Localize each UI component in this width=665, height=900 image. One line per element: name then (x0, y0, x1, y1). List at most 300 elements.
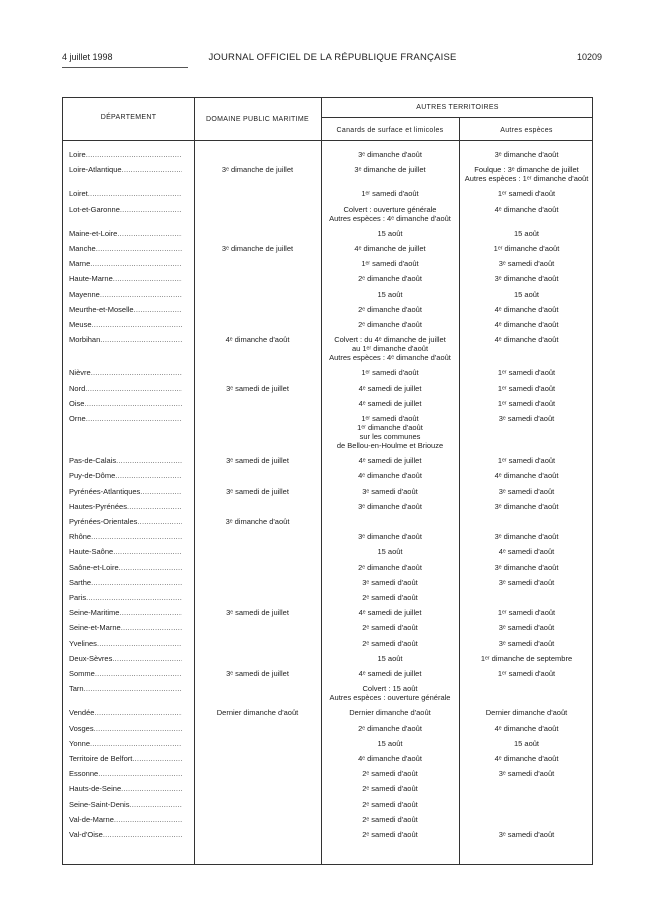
departement-cell (69, 414, 182, 423)
header-canards: Canards de surface et limicoles (336, 127, 444, 134)
autres-especes-cell (459, 532, 594, 541)
departement-cell (69, 608, 182, 617)
cell-text: 4ᵉ samedi de juillet (358, 398, 422, 408)
autres-especes-cell (459, 639, 594, 648)
cell-text: 3ᵉ dimanche d'août (225, 517, 290, 526)
departement-name: Vendée (69, 708, 95, 718)
departement-name: Puy-de-Dôme (69, 471, 116, 481)
dot-leader (90, 739, 182, 748)
autres-especes-cell (459, 608, 594, 617)
cell-text: 3ᵉ samedi d'août (498, 414, 555, 423)
departement-name: Maine-et-Loire (69, 228, 118, 238)
departement-name: Val-de-Marne (69, 814, 114, 824)
autres-especes-cell (459, 563, 594, 572)
departement-name: Marne (69, 259, 91, 269)
autres-especes-cell (459, 471, 594, 480)
cell-text: 15 août (513, 738, 540, 748)
cell-text: 4ᵉ dimanche d'août (494, 754, 559, 763)
cell-text: 3ᵉ samedi d'août (498, 769, 555, 779)
cell-text: 3ᵉ dimanche de juillet (354, 165, 426, 175)
canards-cell (321, 320, 459, 329)
autres-especes-cell (459, 305, 594, 314)
autres-especes-cell (459, 623, 594, 632)
departement-cell (69, 669, 182, 678)
cell-text: 3ᵉ dimanche d'août (494, 532, 559, 542)
dot-leader (86, 150, 182, 159)
cell-text: 1ᵉʳ dimanche de septembre (480, 653, 573, 663)
domaine-public-cell (194, 608, 321, 617)
departement-name: Pas-de-Calais (69, 456, 117, 466)
departement-name: Essonne (69, 769, 99, 779)
departement-cell (69, 384, 182, 393)
departement-cell (69, 229, 182, 238)
autres-especes-cell (459, 165, 594, 183)
cell-text: 1ᵉʳ samedi d'août (361, 259, 419, 269)
autres-especes-cell (459, 150, 594, 159)
departement-name: Seine-et-Marne (69, 623, 121, 633)
cell-text: 1ᵉʳ samedi d'août (497, 383, 556, 393)
departement-name: Territoire de Belfort (69, 754, 133, 763)
departement-cell (69, 547, 182, 556)
autres-especes-cell (459, 229, 594, 238)
departement-name: Yonne (69, 738, 90, 748)
departement-cell (69, 502, 182, 511)
canards-cell (321, 532, 459, 541)
departement-name: Deux-Sèvres (69, 653, 113, 663)
cell-text: 2ᵉ samedi d'août (362, 814, 418, 824)
departement-cell (69, 769, 182, 778)
page-number: 10209 (576, 52, 602, 62)
departement-name: Pyrénées-Atlantiques (69, 486, 141, 496)
dot-leader (94, 724, 182, 733)
departement-cell (69, 654, 182, 663)
departement-name: Somme (69, 669, 95, 678)
header-divider (63, 140, 592, 141)
cell-text: 3ᵉ samedi d'août (362, 577, 418, 587)
cell-text: 4ᵉ samedi de juillet (358, 383, 422, 393)
cell-text: 1ᵉʳ samedi d'août (497, 368, 556, 378)
departement-cell (69, 754, 182, 763)
cell-text: 3ᵉ samedi de juillet (226, 383, 289, 393)
departement-cell (69, 784, 182, 793)
departement-name: Morbihan (69, 335, 101, 345)
departement-name: Lot-et-Garonne (69, 204, 120, 214)
autres-especes-cell (459, 244, 594, 253)
cell-text: 2ᵉ samedi d'août (362, 784, 418, 794)
dot-leader (112, 654, 182, 663)
dot-leader (103, 830, 182, 839)
departement-cell (69, 815, 182, 824)
canards-cell (321, 669, 459, 678)
canards-cell (321, 399, 459, 408)
autres-especes-cell (459, 669, 594, 678)
dot-leader (122, 165, 182, 174)
autres-especes-cell (459, 259, 594, 268)
cell-text: 3ᵉ dimanche d'août (358, 532, 422, 542)
departement-cell (69, 456, 182, 465)
departement-name: Mayenne (69, 289, 100, 299)
dot-leader (84, 399, 182, 408)
cell-text: 1ᵉʳ dimanche d'août (357, 423, 423, 432)
cell-text: 15 août (513, 228, 540, 238)
autres-especes-cell (459, 189, 594, 198)
departement-name: Orne (69, 414, 86, 423)
header-rule (62, 67, 188, 68)
departement-cell (69, 578, 182, 587)
cell-text: 2ᵉ samedi d'août (362, 638, 418, 648)
autres-especes-cell (459, 724, 594, 733)
autres-especes-cell (459, 578, 594, 587)
cell-text: 15 août (377, 547, 403, 557)
canards-cell (321, 754, 459, 763)
departement-cell (69, 471, 182, 480)
departement-name: Seine-Maritime (69, 608, 120, 618)
departement-cell (69, 593, 182, 602)
cell-text: 2ᵉ samedi d'août (362, 769, 418, 779)
departement-cell (69, 259, 182, 268)
departement-cell (69, 189, 182, 198)
canards-cell (321, 305, 459, 314)
cell-text: 3ᵉ samedi de juillet (226, 456, 289, 466)
header-domaine-public-maritime: DOMAINE PUBLIC MARITIME (206, 116, 309, 123)
dot-leader (92, 320, 182, 329)
cell-text: 15 août (377, 653, 403, 663)
cell-text: Colvert : 15 août (362, 684, 418, 694)
cell-text: 4ᵉ dimanche d'août (494, 304, 559, 314)
dot-leader (100, 290, 182, 299)
domaine-public-cell (194, 456, 321, 465)
canards-cell (321, 259, 459, 268)
departement-cell (69, 150, 182, 159)
departement-name: Loiret (69, 189, 88, 199)
dot-leader (114, 815, 182, 824)
cell-text: 4ᵉ dimanche de juillet (354, 244, 426, 253)
autres-especes-cell (459, 830, 594, 839)
dot-leader (90, 259, 182, 268)
canards-cell (321, 639, 459, 648)
cell-text: Autres espèces : 1ᵉʳ dimanche d'août (464, 174, 589, 184)
dot-leader (121, 623, 182, 632)
dot-leader (117, 229, 182, 238)
departement-name: Haute-Saône (69, 547, 114, 557)
cell-text: 3ᵉ dimanche de juillet (221, 165, 294, 175)
departement-cell (69, 800, 182, 809)
autres-especes-cell (459, 320, 594, 329)
dot-leader (116, 456, 182, 465)
canards-cell (321, 578, 459, 587)
departement-name: Yvelines (69, 638, 97, 648)
autres-especes-cell (459, 368, 594, 377)
cell-text: Autres espèces : ouverture générale (329, 693, 451, 703)
dot-leader (98, 769, 182, 778)
dot-leader (84, 684, 182, 693)
cell-text: 4ᵉ samedi de juillet (358, 608, 422, 618)
dot-leader (97, 639, 182, 648)
cell-text: 3ᵉ samedi de juillet (226, 669, 289, 678)
autres-especes-cell (459, 274, 594, 283)
domaine-public-cell (194, 165, 321, 174)
canards-cell (321, 623, 459, 632)
cell-text: 2ᵉ samedi d'août (362, 593, 418, 602)
cell-text: 3ᵉ samedi d'août (498, 577, 555, 587)
cell-text: 2ᵉ dimanche d'août (358, 723, 422, 733)
departement-name: Hauts-de-Seine (69, 784, 122, 794)
autres-especes-cell (459, 290, 594, 299)
dot-leader (119, 563, 182, 572)
canards-cell (321, 384, 459, 393)
cell-text: 4ᵉ dimanche d'août (358, 754, 422, 763)
departement-cell (69, 739, 182, 748)
dot-leader (96, 244, 182, 253)
cell-text: 3ᵉ dimanche d'août (494, 501, 559, 511)
cell-text: Autres espèces : 4ᵉ dimanche d'août (329, 213, 451, 223)
dot-leader (86, 593, 182, 602)
canards-cell (321, 708, 459, 717)
departement-name: Manche (69, 244, 96, 253)
departement-cell (69, 532, 182, 541)
departement-name: Hautes-Pyrénées (69, 501, 127, 511)
departement-name: Meuse (69, 320, 92, 329)
departement-name: Oise (69, 398, 85, 408)
departement-cell (69, 563, 182, 572)
canards-cell (321, 414, 459, 450)
cell-text: 3ᵉ samedi d'août (498, 623, 555, 633)
autres-especes-cell (459, 502, 594, 511)
canards-cell (321, 547, 459, 556)
departement-cell (69, 830, 182, 839)
departement-name: Vosges (69, 723, 94, 733)
canards-cell (321, 830, 459, 839)
cell-text: 3ᵉ dimanche d'août (494, 150, 559, 159)
cell-text: 1ᵉʳ samedi d'août (497, 456, 556, 466)
cell-text: 2ᵉ dimanche d'août (358, 320, 422, 329)
domaine-public-cell (194, 384, 321, 393)
cell-text: 3ᵉ dimanche d'août (358, 150, 422, 159)
departement-cell (69, 708, 182, 717)
opening-dates-table (62, 97, 593, 865)
dot-leader (121, 784, 182, 793)
cell-text: 3ᵉ samedi d'août (498, 830, 555, 839)
cell-text: 15 août (377, 228, 403, 238)
cell-text: 1ᵉʳ samedi d'août (497, 189, 556, 199)
canards-cell (321, 800, 459, 809)
departement-cell (69, 320, 182, 329)
header-departement: DÉPARTEMENT (100, 114, 157, 121)
departement-name: Sarthe (69, 577, 92, 587)
domaine-public-cell (194, 708, 321, 717)
dot-leader (134, 305, 182, 314)
departement-name: Val-d'Oise (69, 830, 103, 839)
domaine-public-cell (194, 669, 321, 678)
departement-cell (69, 244, 182, 253)
canards-cell (321, 290, 459, 299)
canards-cell (321, 815, 459, 824)
canards-cell (321, 769, 459, 778)
canards-cell (321, 368, 459, 377)
cell-text: 4ᵉ dimanche d'août (225, 335, 290, 345)
canards-cell (321, 784, 459, 793)
dot-leader (91, 532, 182, 541)
dot-leader (137, 517, 182, 526)
cell-text: sur les communes (359, 432, 421, 441)
canards-cell (321, 684, 459, 702)
canards-cell (321, 205, 459, 223)
canards-cell (321, 608, 459, 617)
header-date: 4 juillet 1998 (62, 52, 113, 62)
autres-especes-cell (459, 739, 594, 748)
canards-cell (321, 593, 459, 602)
dot-leader (95, 669, 182, 678)
cell-text: Colvert : du 4ᵉ dimanche de juillet (334, 335, 446, 345)
cell-text: 3ᵉ dimanche de juillet (221, 244, 294, 253)
departement-name: Meurthe-et-Moselle (69, 304, 134, 314)
cell-text: 15 août (377, 289, 403, 299)
cell-text: 4ᵉ dimanche d'août (494, 471, 559, 481)
cell-text: 3ᵉ dimanche d'août (494, 562, 559, 572)
canards-cell (321, 502, 459, 511)
header-autres-territoires: AUTRES TERRITOIRES (416, 104, 499, 111)
departement-cell (69, 368, 182, 377)
departement-cell (69, 724, 182, 733)
autres-especes-cell (459, 335, 594, 344)
autres-especes-cell (459, 708, 594, 717)
departement-cell (69, 399, 182, 408)
canards-cell (321, 487, 459, 496)
domaine-public-cell (194, 244, 321, 253)
cell-text: 2ᵉ samedi d'août (362, 623, 418, 633)
autres-especes-cell (459, 754, 594, 763)
header-autres-especes: Autres espèces (500, 127, 553, 134)
dot-leader (94, 708, 182, 717)
cell-text: 3ᵉ samedi d'août (498, 486, 555, 496)
canards-cell (321, 724, 459, 733)
dot-leader (129, 800, 182, 809)
departement-name: Loire (69, 150, 86, 159)
cell-text: 1ᵉʳ samedi d'août (497, 608, 556, 618)
cell-text: Foulque : 3ᵉ dimanche de juillet (474, 165, 579, 175)
cell-text: 1ᵉʳ samedi d'août (497, 669, 556, 678)
dot-leader (113, 547, 182, 556)
cell-text: Dernier dimanche d'août (216, 708, 299, 718)
cell-text: Dernier dimanche d'août (349, 708, 431, 718)
cell-text: 2ᵉ dimanche d'août (358, 304, 422, 314)
autres-especes-cell (459, 205, 594, 214)
domaine-public-cell (194, 487, 321, 496)
cell-text: 2ᵉ dimanche d'août (358, 274, 422, 284)
departement-cell (69, 684, 182, 693)
domaine-public-cell (194, 335, 321, 344)
cell-text: 2ᵉ dimanche d'août (358, 562, 422, 572)
departement-name: Tarn (69, 684, 84, 694)
dot-leader (113, 274, 182, 283)
canards-cell (321, 456, 459, 465)
departement-name: Rhône (69, 532, 92, 542)
canards-cell (321, 335, 459, 362)
canards-cell (321, 563, 459, 572)
dot-leader (88, 189, 182, 198)
cell-text: 4ᵉ samedi d'août (498, 547, 555, 557)
domaine-public-cell (194, 517, 321, 526)
dot-leader (100, 335, 182, 344)
departement-name: Loire-Atlantique (69, 165, 122, 175)
canards-cell (321, 274, 459, 283)
cell-text: 2ᵉ samedi d'août (362, 799, 418, 809)
journal-title: JOURNAL OFFICIEL DE LA RÉPUBLIQUE FRANÇAISE (208, 52, 457, 63)
cell-text: 4ᵉ dimanche d'août (494, 320, 559, 329)
cell-text: 3ᵉ dimanche d'août (358, 501, 422, 511)
cell-text: 15 août (377, 738, 403, 748)
autres-especes-cell (459, 487, 594, 496)
cell-text: 3ᵉ samedi de juillet (226, 608, 289, 618)
autres-especes-cell (459, 384, 594, 393)
autres-especes-cell (459, 399, 594, 408)
departement-cell (69, 274, 182, 283)
canards-cell (321, 244, 459, 253)
dot-leader (91, 578, 182, 587)
cell-text: de Bellou-en-Houlme et Briouze (336, 441, 444, 450)
canards-cell (321, 229, 459, 238)
cell-text: 4ᵉ dimanche d'août (494, 723, 559, 733)
cell-text: 4ᵉ dimanche d'août (494, 335, 559, 345)
departement-name: Seine-Saint-Denis (69, 799, 130, 809)
autres-especes-cell (459, 547, 594, 556)
cell-text: 4ᵉ samedi de juillet (358, 456, 422, 466)
cell-text: 1ᵉʳ dimanche d'août (493, 244, 560, 253)
cell-text: 3ᵉ samedi d'août (498, 638, 555, 648)
cell-text: Autres espèces : 4ᵉ dimanche d'août (329, 353, 451, 363)
cell-text: 3ᵉ samedi de juillet (226, 486, 289, 496)
departement-name: Saône-et-Loire (69, 562, 119, 572)
departement-cell (69, 205, 182, 214)
dot-leader (127, 502, 182, 511)
autres-especes-cell (459, 769, 594, 778)
departement-cell (69, 639, 182, 648)
dot-leader (86, 414, 182, 423)
canards-cell (321, 150, 459, 159)
departement-cell (69, 305, 182, 314)
cell-text: 4ᵉ samedi de juillet (358, 669, 422, 678)
cell-text: 1ᵉʳ samedi d'août (361, 189, 419, 199)
dot-leader (140, 487, 182, 496)
cell-text: Dernier dimanche d'août (485, 708, 568, 718)
cell-text: 1ᵉʳ samedi d'août (361, 368, 419, 378)
cell-text: Colvert : ouverture générale (343, 204, 437, 214)
dot-leader (119, 608, 182, 617)
cell-text: 1ᵉʳ samedi d'août (361, 414, 419, 423)
departement-cell (69, 290, 182, 299)
autres-especes-cell (459, 456, 594, 465)
departement-name: Paris (69, 593, 87, 602)
departement-cell (69, 517, 182, 526)
dot-leader (91, 368, 182, 377)
column-divider (194, 98, 195, 864)
cell-text: 3ᵉ dimanche d'août (494, 274, 559, 284)
header-divider (321, 117, 592, 118)
departement-name: Pyrénées-Orientales (69, 517, 138, 526)
departement-name: Nièvre (69, 368, 91, 378)
departement-cell (69, 165, 182, 174)
departement-name: Nord (69, 383, 86, 393)
cell-text: 2ᵉ samedi d'août (362, 830, 418, 839)
dot-leader (120, 205, 182, 214)
dot-leader (85, 384, 182, 393)
cell-text: 1ᵉʳ samedi d'août (497, 398, 556, 408)
cell-text: au 1ᵉʳ dimanche d'août (351, 344, 429, 354)
autres-especes-cell (459, 654, 594, 663)
cell-text: 3ᵉ samedi d'août (362, 486, 418, 496)
canards-cell (321, 654, 459, 663)
autres-especes-cell (459, 414, 594, 423)
